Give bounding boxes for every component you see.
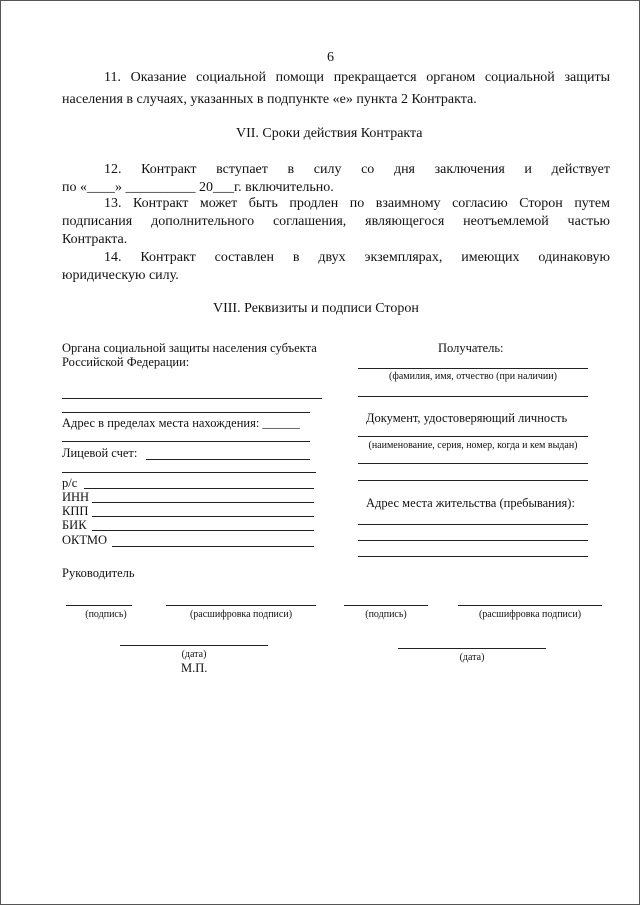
right-id-doc-caption: (наименование, серия, номер, когда и кем выдан) (368, 440, 578, 451)
clause-12-line-2: по «____» __________ 20___г. включительно. (62, 180, 334, 195)
left-account-blank-line (146, 459, 310, 460)
left-account-label: Лицевой счет: (62, 446, 138, 460)
left-bik-label: БИК (62, 518, 87, 532)
right-id-doc-line (358, 436, 588, 437)
clause-13-line-1: 13. Контракт может быть продлен по взаимному согласию Сторон путем (104, 196, 610, 211)
clause-13-line-3: Контракта. (62, 232, 128, 247)
left-date-caption: (дата) (181, 649, 207, 660)
clause-14-line-2: юридическую силу. (62, 268, 179, 283)
left-org-blank-line-2 (62, 412, 310, 413)
right-decode-line (458, 605, 602, 606)
clause-13-line-2: подписания дополнительного соглашения, являющегося неотъемлемой частью (62, 214, 610, 229)
clause-11-line-2: населения в случаях, указанных в подпункте «е» пункта 2 Контракта. (62, 92, 477, 107)
left-rs-label: р/с (62, 476, 78, 490)
page-number: 6 (327, 50, 334, 65)
left-address-blank-line (62, 441, 310, 442)
right-signature-caption: (подпись) (365, 609, 407, 620)
clause-11-line-1: 11. Оказание социальной помощи прекращается органом социальной защиты (104, 70, 610, 85)
stamp-label: М.П. (181, 661, 208, 675)
left-signature-line (66, 605, 132, 606)
left-bik-line (92, 530, 314, 531)
right-date-line (398, 648, 546, 649)
right-recipient-label: Получатель: (438, 341, 504, 355)
right-fio-line-2 (358, 396, 588, 397)
right-residence-label: Адрес места жительства (пребывания): (366, 496, 575, 510)
left-decode-line (166, 605, 316, 606)
left-oktmo-label: ОКТМО (62, 533, 107, 547)
left-kpp-line (92, 516, 314, 517)
right-residence-line-2 (358, 540, 588, 541)
right-residence-line-3 (358, 556, 588, 557)
left-head-label: Руководитель (62, 566, 135, 580)
left-signature-caption: (подпись) (85, 609, 127, 620)
right-id-doc-label: Документ, удостоверяющий личность (366, 411, 568, 425)
left-account-blank-line-2 (62, 472, 316, 473)
left-decode-caption: (расшифровка подписи) (189, 609, 293, 620)
right-date-caption: (дата) (459, 652, 485, 663)
clause-14-line-1: 14. Контракт составлен в двух экземплярах, имеющих одинаковую (104, 250, 610, 265)
left-address-label: Адрес в пределах места нахождения: ______ (62, 416, 300, 430)
right-fio-line (358, 368, 588, 369)
left-kpp-label: КПП (62, 504, 89, 518)
left-org-line-2: Российской Федерации: (62, 355, 190, 369)
section-8-title: VIII. Реквизиты и подписи Сторон (213, 301, 419, 316)
left-org-blank-line (62, 398, 322, 399)
left-rs-line (84, 488, 314, 489)
left-org-line-1: Органа социальной защиты населения субъекта (62, 341, 317, 355)
right-fio-caption: (фамилия, имя, отчество (при наличии) (389, 371, 557, 382)
left-inn-label: ИНН (62, 490, 90, 504)
right-decode-caption: (расшифровка подписи) (478, 609, 582, 620)
section-7-title: VII. Сроки действия Контракта (236, 126, 423, 141)
clause-12-line-1: 12. Контракт вступает в силу со дня заключения и действует (104, 162, 610, 177)
left-inn-line (92, 502, 314, 503)
right-id-doc-line-3 (358, 480, 588, 481)
left-date-line (120, 645, 268, 646)
left-oktmo-line (112, 546, 314, 547)
right-residence-line-1 (358, 524, 588, 525)
right-signature-line (344, 605, 428, 606)
right-id-doc-line-2 (358, 463, 588, 464)
